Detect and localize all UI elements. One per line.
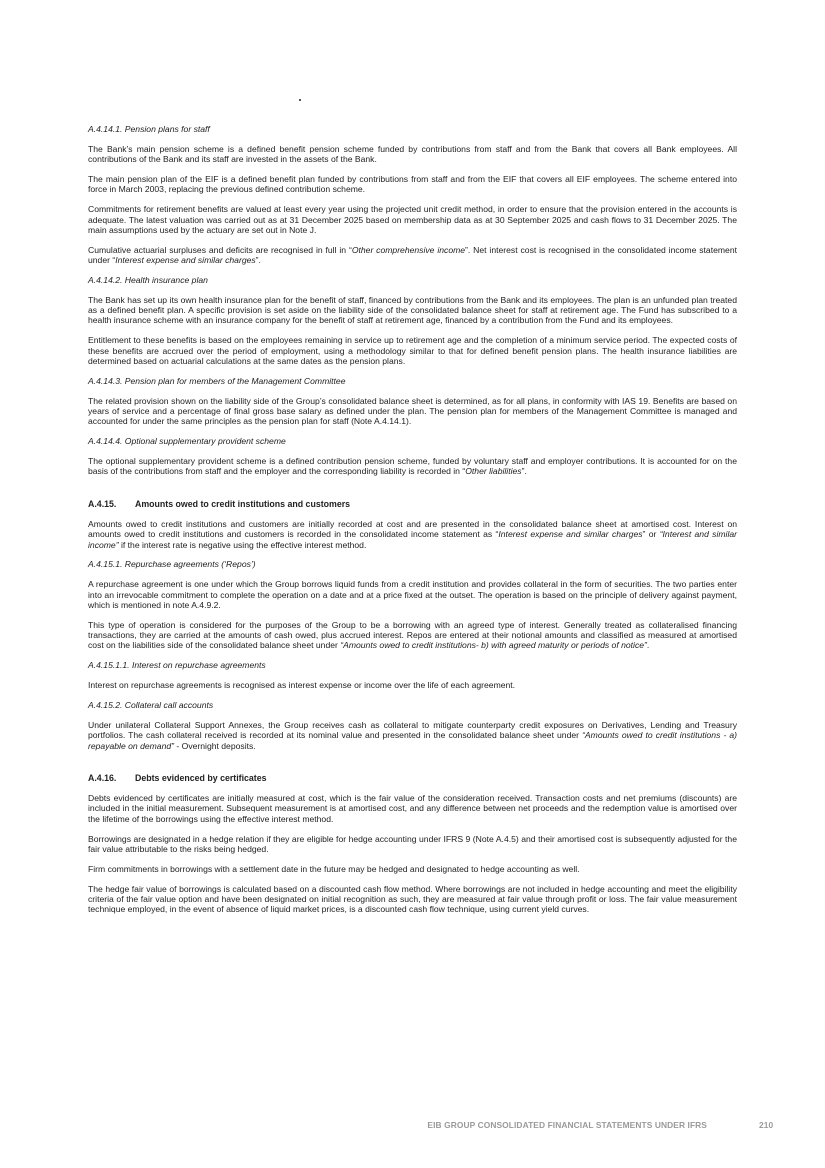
paragraph bbox=[88, 519, 737, 550]
text-run: - Overnight deposits. bbox=[174, 740, 256, 751]
section-heading-a415 bbox=[88, 499, 737, 509]
paragraph: The related provision shown on the liability side of the Group’s consolidated balance sheet is determined, as for all plans, in conformity with IAS 19. Benefits are based on years of service and a percentage of final gross base salary as defined under the plan. The pension plan for members of the Management Committee is managed and accounted for under the same principles as the pension plan for staff (Note A.4.14.1). bbox=[88, 395, 737, 427]
stray-dot-mark bbox=[299, 99, 301, 101]
text-run: if the interest rate is negative using the effective interest method. bbox=[118, 539, 367, 550]
text-run: Cumulative actuarial surpluses and deficits are recognised in full in “ bbox=[88, 244, 352, 255]
text-run: . bbox=[646, 640, 650, 651]
italic-run: “Amounts owed to credit institutions- b) with agreed maturity or periods of notice” bbox=[340, 640, 647, 651]
italic-run: “Amounts owed to credit institutions - a) repayable on demand” bbox=[88, 730, 737, 751]
subheading-a4151: A.4.15.1. Repurchase agreements (‘Repos’) bbox=[88, 559, 256, 570]
paragraph: Entitlement to these benefits is based on the employees remaining in service up to retirement age and the completion of a minimum service period. The expected costs of these benefits are accrued over the period of employment, using a methodology similar to that for defined benefit pension plans. The health insurance liabilities are determined based on actuarial calculations at the same dates as the pension plans. bbox=[88, 335, 737, 366]
paragraph: Interest on repurchase agreements is recognised as interest expense or income over the life of each agreement. bbox=[88, 680, 516, 691]
paragraph: Firm commitments in borrowings with a settlement date in the future may be hedged and designated to hedge accounting as well. bbox=[88, 863, 580, 874]
footer-page-number: 210 bbox=[759, 1120, 774, 1130]
subheading-a4152: A.4.15.2. Collateral call accounts bbox=[88, 700, 214, 711]
paragraph bbox=[88, 620, 737, 651]
section-number: A.4.15. bbox=[88, 498, 117, 509]
paragraph: A repurchase agreement is one under which the Group borrows liquid funds from a credit institution and provides collateral in the form of securities. The two parties enter into an irrevocable commitment to complete the operation on a date and at a price fixed at the outset. The operation is based on the principle of delivery against payment, which is mentioned in note A.4.9.2. bbox=[88, 579, 737, 610]
italic-run: Other comprehensive income bbox=[351, 244, 466, 255]
subheading-a4144: A.4.14.4. Optional supplementary provident scheme bbox=[88, 436, 286, 447]
paragraph bbox=[88, 245, 737, 266]
section-title: Amounts owed to credit institutions and customers bbox=[135, 498, 351, 509]
paragraph: The Bank has set up its own health insurance plan for the benefit of staff, financed by contributions from the Bank and its employees. The plan is an unfunded plan treated as a defined benefit plan. A specific provision is set aside on the liability side of the consolidated balance sheet for staff at retirement age. The Fund has subscribed to a health insurance scheme with an insurance company for the benefit of staff at retirement age, financed by a contribution from the Fund and its employees. bbox=[88, 294, 737, 326]
text-run: ”. bbox=[255, 255, 261, 266]
paragraph: The Bank’s main pension scheme is a defined benefit pension scheme funded by contributions from staff and from the Bank that covers all Bank employees. All contributions of the Bank and its staff are invested in the assets of the Bank. bbox=[88, 143, 737, 165]
text-run: This type of operation is considered for the purposes of the Group to be a borrowing with an agreed type of interest. Generally treated as collateralised financing transactions, they are carried at the amounts of cash owed, plus accrued interest. Repos are entered at their notional amounts and classified as measured at amortised cost on the liabilities side of the consolidated balance sheet under bbox=[88, 619, 737, 651]
text-run: ”. Net interest cost is recognised in the consolidated income statement under “ bbox=[88, 244, 737, 266]
text-run: Under unilateral Collateral Support Annexes, the Group receives cash as collateral to mitigate counterparty credit exposures on Derivatives, Lending and Treasury portfolios. The cash collateral received is recorded at its nominal value and presented in the consolidated balance sheet under bbox=[88, 719, 737, 741]
subheading-a415111: A.4.15.1.1. Interest on repurchase agreements bbox=[88, 660, 266, 671]
text-run: The optional supplementary provident scheme is a defined contribution pension scheme, funded by voluntary staff and employer contributions. It is accounted for on the basis of the contributions from staff and the employer and the corresponding liability is recorded in “ bbox=[88, 456, 737, 477]
subheading-a4143: A.4.14.3. Pension plan for members of the Management Committee bbox=[88, 375, 346, 386]
document-body bbox=[88, 124, 737, 924]
footer-document-title: EIB GROUP CONSOLIDATED FINANCIAL STATEMENTS UNDER IFRS bbox=[427, 1120, 707, 1130]
paragraph: The main pension plan of the EIF is a defined benefit plan funded by contributions from staff and from the EIF that covers all EIF employees. The scheme entered into force in March 2003, replacing the previous defined contribution scheme. bbox=[88, 174, 737, 195]
text-run: Amounts owed to credit institutions and customers are initially recorded at cost and are presented in the consolidated balance sheet at amortised cost. Interest on amounts owed to credit institutions and customers is recorded in the consolidated income statement as “ bbox=[88, 518, 737, 540]
section-heading-a416 bbox=[88, 773, 737, 783]
paragraph bbox=[88, 456, 737, 477]
text-run: ”. bbox=[521, 466, 527, 477]
italic-run: “Interest and similar income” bbox=[88, 529, 738, 550]
paragraph bbox=[88, 720, 737, 751]
section-title: Debts evidenced by certificates bbox=[135, 772, 267, 783]
subheading-a4142: A.4.14.2. Health insurance plan bbox=[88, 274, 208, 285]
text-run: ” or bbox=[642, 529, 660, 540]
paragraph: Debts evidenced by certificates are initially measured at cost, which is the fair value of the consideration received. Transaction costs and net premiums (discounts) are included in the initial measurement. Subsequent measurement is at amortised cost, and any difference between net proceeds and the redemption value is amortised over the lifetime of the borrowings using the effective interest method. bbox=[88, 793, 737, 824]
subheading-a4141: A.4.14.1. Pension plans for staff bbox=[88, 124, 210, 134]
paragraph: Commitments for retirement benefits are valued at least every year using the projected unit credit method, in order to ensure that the provision entered in the accounts is adequate. The latest valuation was carried out as at 31 December 2025 based on membership data as at 30 September 2025 and cash flows to 31 December 2025. The main assumptions used by the actuary are set out in Note J. bbox=[88, 204, 737, 235]
italic-run: Interest expense and similar charges bbox=[115, 255, 256, 266]
paragraph: The hedge fair value of borrowings is calculated based on a discounted cash flow method. Where borrowings are not included in hedge accounting and meet the eligibility criteria of the fair value option and have been designated on initial recognition as such, they are measured at fair value through profit or loss. The fair value measurement technique employed, in the event of absence of liquid market prices, is a discounted cash flow technique, using current yield curves. bbox=[88, 883, 737, 915]
italic-run: Other liabilities bbox=[465, 466, 522, 477]
paragraph: Borrowings are designated in a hedge relation if they are eligible for hedge accounting under IFRS 9 (Note A.4.5) and their amortised cost is subsequently adjusted for the fair value attributable to the risks being hedged. bbox=[88, 833, 737, 854]
italic-run: Interest expense and similar charges bbox=[498, 529, 643, 540]
section-number: A.4.16. bbox=[88, 772, 117, 783]
